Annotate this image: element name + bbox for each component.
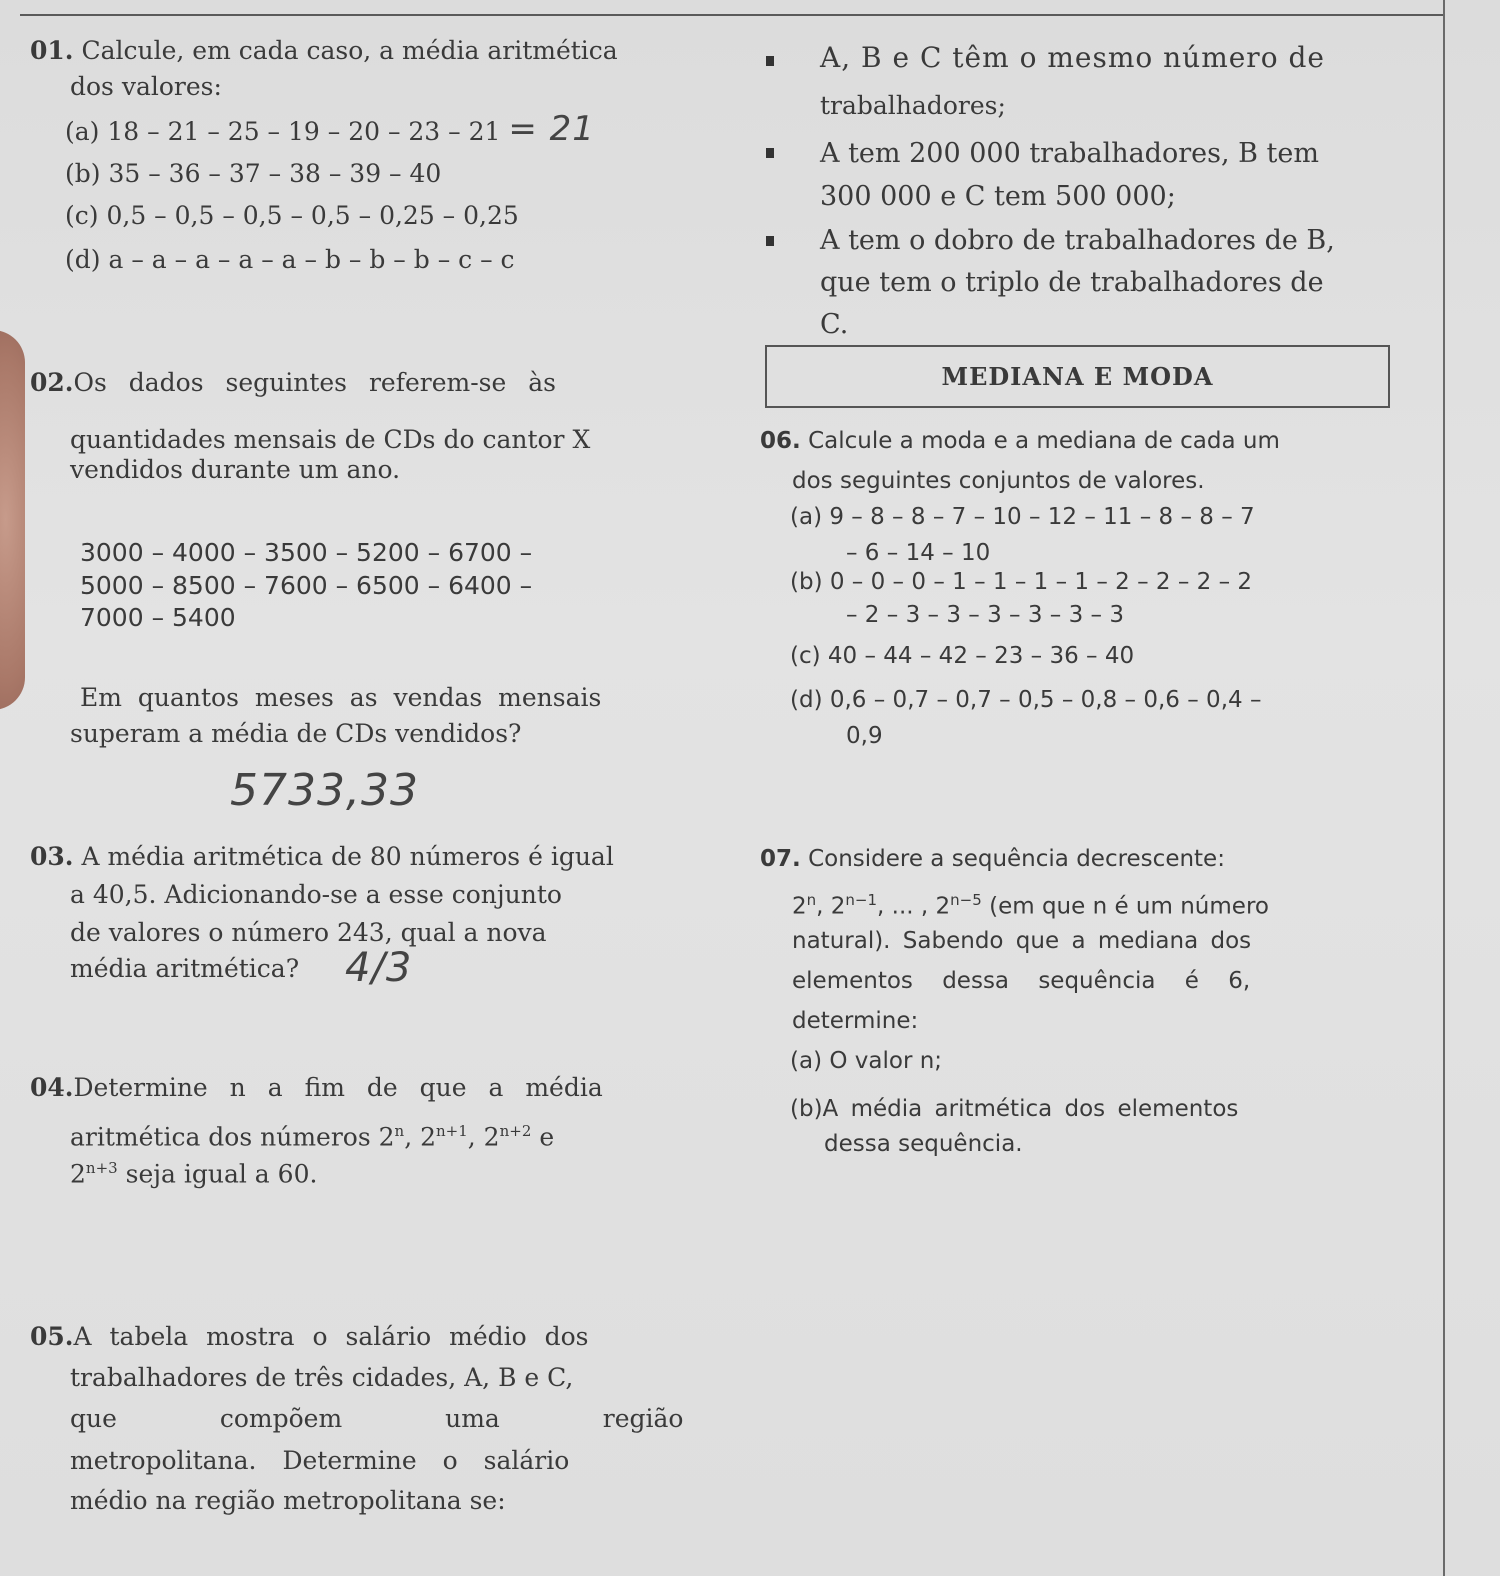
- q01-item-a-values: 18 – 21 – 25 – 19 – 20 – 23 – 21: [107, 117, 501, 146]
- q05-line4: metropolitana. Determine o salário: [70, 1446, 570, 1475]
- q04-term4-base: 2: [70, 1159, 86, 1189]
- page-top-rule: [20, 14, 1445, 16]
- q06-text1: Calcule a moda e a mediana de cada um: [808, 428, 1280, 454]
- q07-item-b: [790, 1094, 1238, 1124]
- q07-item-b-text: A média aritmética dos elementos: [822, 1096, 1239, 1122]
- q06-item-a-values1: 9 – 8 – 8 – 7 – 10 – 12 – 11 – 8 – 8 – 7: [829, 504, 1255, 530]
- q01-item-d: [65, 245, 515, 275]
- q03-line3: de valores o número 243, qual a nova: [70, 918, 547, 947]
- q01-handwritten-answer: = 21: [508, 109, 595, 149]
- q04-term1-exp: n: [394, 1122, 405, 1140]
- section-header-box: [765, 345, 1390, 408]
- q07-item-a: [790, 1046, 942, 1076]
- thumb-photo: [0, 330, 25, 710]
- q05-text1: A tabela mostra o salário médio dos: [73, 1322, 589, 1351]
- q04-number: 04.: [30, 1073, 74, 1102]
- q01-item-c-label: (c): [65, 201, 99, 230]
- q02-number: 02.: [30, 368, 74, 397]
- q01-item-c: [65, 201, 519, 231]
- q06-item-d: [790, 685, 1261, 715]
- q04-line2-prefix: aritmética dos números: [70, 1122, 379, 1152]
- q05-line5: médio na região metropolitana se:: [70, 1486, 506, 1515]
- q06-item-b-label: (b): [790, 569, 823, 595]
- q04-text1: Determine n a fim de que a média: [73, 1073, 603, 1102]
- q07-line3: natural). Sabendo que a mediana dos: [792, 928, 1252, 954]
- q04-term-conj: e: [531, 1122, 555, 1152]
- q04-line3-suffix: seja igual a 60.: [117, 1159, 318, 1189]
- q01-item-a-label: (a): [65, 117, 100, 146]
- q06-item-c-label: (c): [790, 643, 821, 669]
- q04-line1: [30, 1073, 603, 1103]
- bullet-3-icon: [766, 236, 774, 246]
- q07-line1: [760, 844, 1225, 874]
- q01-item-d-values: a – a – a – a – a – b – b – b – c – c: [108, 245, 515, 274]
- q07-term1-base: 2: [792, 893, 807, 920]
- q05-line2: trabalhadores de três cidades, A, B e C,: [70, 1363, 574, 1392]
- q02-data-line1: 3000 – 4000 – 3500 – 5200 – 6700 –: [80, 538, 533, 567]
- q05-bullet1-line2: trabalhadores;: [820, 91, 1006, 120]
- q07-term2-base: , 2: [816, 893, 846, 920]
- q04-term2-exp: n+1: [436, 1122, 468, 1140]
- bullet-1-icon: [766, 56, 774, 66]
- q05-number: 05.: [30, 1322, 74, 1351]
- q06-item-d-values2: 0,9: [846, 723, 883, 749]
- q01-item-b-label: (b): [65, 159, 101, 188]
- section-header-title: MEDIANA E MODA: [941, 362, 1214, 391]
- q07-item-a-label: (a): [790, 1048, 823, 1074]
- q02-data-line3: 7000 – 5400: [80, 603, 236, 632]
- q06-item-c: [790, 641, 1134, 671]
- q06-item-d-values1: 0,6 – 0,7 – 0,7 – 0,5 – 0,8 – 0,6 – 0,4 –: [829, 687, 1262, 713]
- q07-line5: determine:: [792, 1008, 919, 1034]
- q03-number: 03.: [30, 842, 74, 871]
- q03-line2: a 40,5. Adicionando-se a esse conjunto: [70, 880, 562, 909]
- q03-line1: [30, 842, 614, 872]
- q06-line1: [760, 426, 1280, 456]
- q02-text1: Os dados seguintes referem-se às: [73, 368, 556, 397]
- q01-item-a: [65, 109, 595, 149]
- q04-term3-exp: n+2: [499, 1122, 532, 1140]
- q05-bullet1-line1: A, B e C têm o mesmo número de: [820, 41, 1325, 74]
- q07-line2-suffix: (em que n é um número: [981, 893, 1269, 920]
- q05-bullet2-line1: A tem 200 000 trabalhadores, B tem: [820, 138, 1319, 169]
- q02-data-line2: 5000 – 8500 – 7600 – 6500 – 6400 –: [80, 571, 533, 600]
- q02-question-line2: superam a média de CDs vendidos?: [70, 719, 522, 748]
- q07-text1: Considere a sequência decrescente:: [808, 846, 1225, 872]
- q01-line1: [30, 36, 618, 66]
- q05-bullet3-line2: que tem o triplo de trabalhadores de: [820, 267, 1324, 298]
- q05-bullet3-line3: C.: [820, 309, 849, 340]
- q02-handwritten-answer: 5733,33: [230, 765, 419, 816]
- q06-number: 06.: [760, 428, 801, 454]
- q07-term1-exp: n: [806, 891, 817, 909]
- q06-item-a-label: (a): [790, 504, 823, 530]
- q04-line2: [70, 1116, 554, 1152]
- q01-item-b-values: 35 – 36 – 37 – 38 – 39 – 40: [108, 159, 442, 188]
- q01-item-b: [65, 159, 441, 189]
- q02-line1: [30, 368, 556, 398]
- bullet-2-icon: [766, 148, 774, 158]
- q06-item-a: [790, 502, 1255, 532]
- q04-line3: [70, 1153, 317, 1189]
- q05-line1: [30, 1322, 589, 1352]
- q06-item-d-label: (d): [790, 687, 823, 713]
- q03-handwritten-answer: 4/3: [345, 945, 413, 991]
- q01-line2: dos valores:: [70, 72, 222, 101]
- q03-text1: A média aritmética de 80 números é igual: [81, 842, 614, 871]
- q04-term4-exp: n+3: [85, 1159, 118, 1177]
- q01-item-c-values: 0,5 – 0,5 – 0,5 – 0,5 – 0,25 – 0,25: [106, 201, 519, 230]
- q05-bullet3-line1: A tem o dobro de trabalhadores de B,: [820, 225, 1335, 256]
- q07-item-b-label: (b): [790, 1096, 823, 1122]
- q07-line2: [792, 885, 1269, 922]
- q06-item-b-values1: 0 – 0 – 0 – 1 – 1 – 1 – 1 – 2 – 2 – 2 – 2: [829, 569, 1253, 595]
- q05-bullet2-line2: 300 000 e C tem 500 000;: [820, 181, 1176, 212]
- q01-text1: Calcule, em cada caso, a média aritmética: [81, 36, 618, 65]
- q07-item-a-text: O valor n;: [829, 1048, 943, 1074]
- q06-item-b-values2: – 2 – 3 – 3 – 3 – 3 – 3 – 3: [846, 602, 1124, 628]
- q06-item-c-values: 40 – 44 – 42 – 23 – 36 – 40: [827, 643, 1135, 669]
- q05-line3: que compõem uma região: [70, 1404, 684, 1433]
- q02-question-line1: Em quantos meses as vendas mensais: [80, 683, 602, 712]
- q07-number: 07.: [760, 846, 801, 872]
- q01-number: 01.: [30, 36, 74, 65]
- q04-term2-base: , 2: [404, 1122, 436, 1152]
- q06-item-b: [790, 567, 1252, 597]
- q07-line4: elementos dessa sequência é 6,: [792, 968, 1251, 994]
- q02-line2: quantidades mensais de CDs do cantor X: [70, 425, 591, 454]
- q02-line3: vendidos durante um ano.: [70, 455, 401, 484]
- q07-term3-exp: n−5: [950, 891, 982, 909]
- page-right-rule: [1443, 0, 1445, 1576]
- q01-item-d-label: (d): [65, 245, 101, 274]
- q04-term3-base: , 2: [467, 1122, 500, 1152]
- q04-term1-base: 2: [378, 1122, 395, 1152]
- q07-item-b-text2: dessa sequência.: [824, 1131, 1023, 1157]
- q06-item-a-values2: – 6 – 14 – 10: [846, 540, 991, 566]
- q03-line4: média aritmética?: [70, 954, 300, 983]
- q07-term2-exp: n−1: [845, 891, 878, 909]
- q06-line2: dos seguintes conjuntos de valores.: [792, 468, 1205, 494]
- q07-term3-base: , ... , 2: [877, 893, 951, 920]
